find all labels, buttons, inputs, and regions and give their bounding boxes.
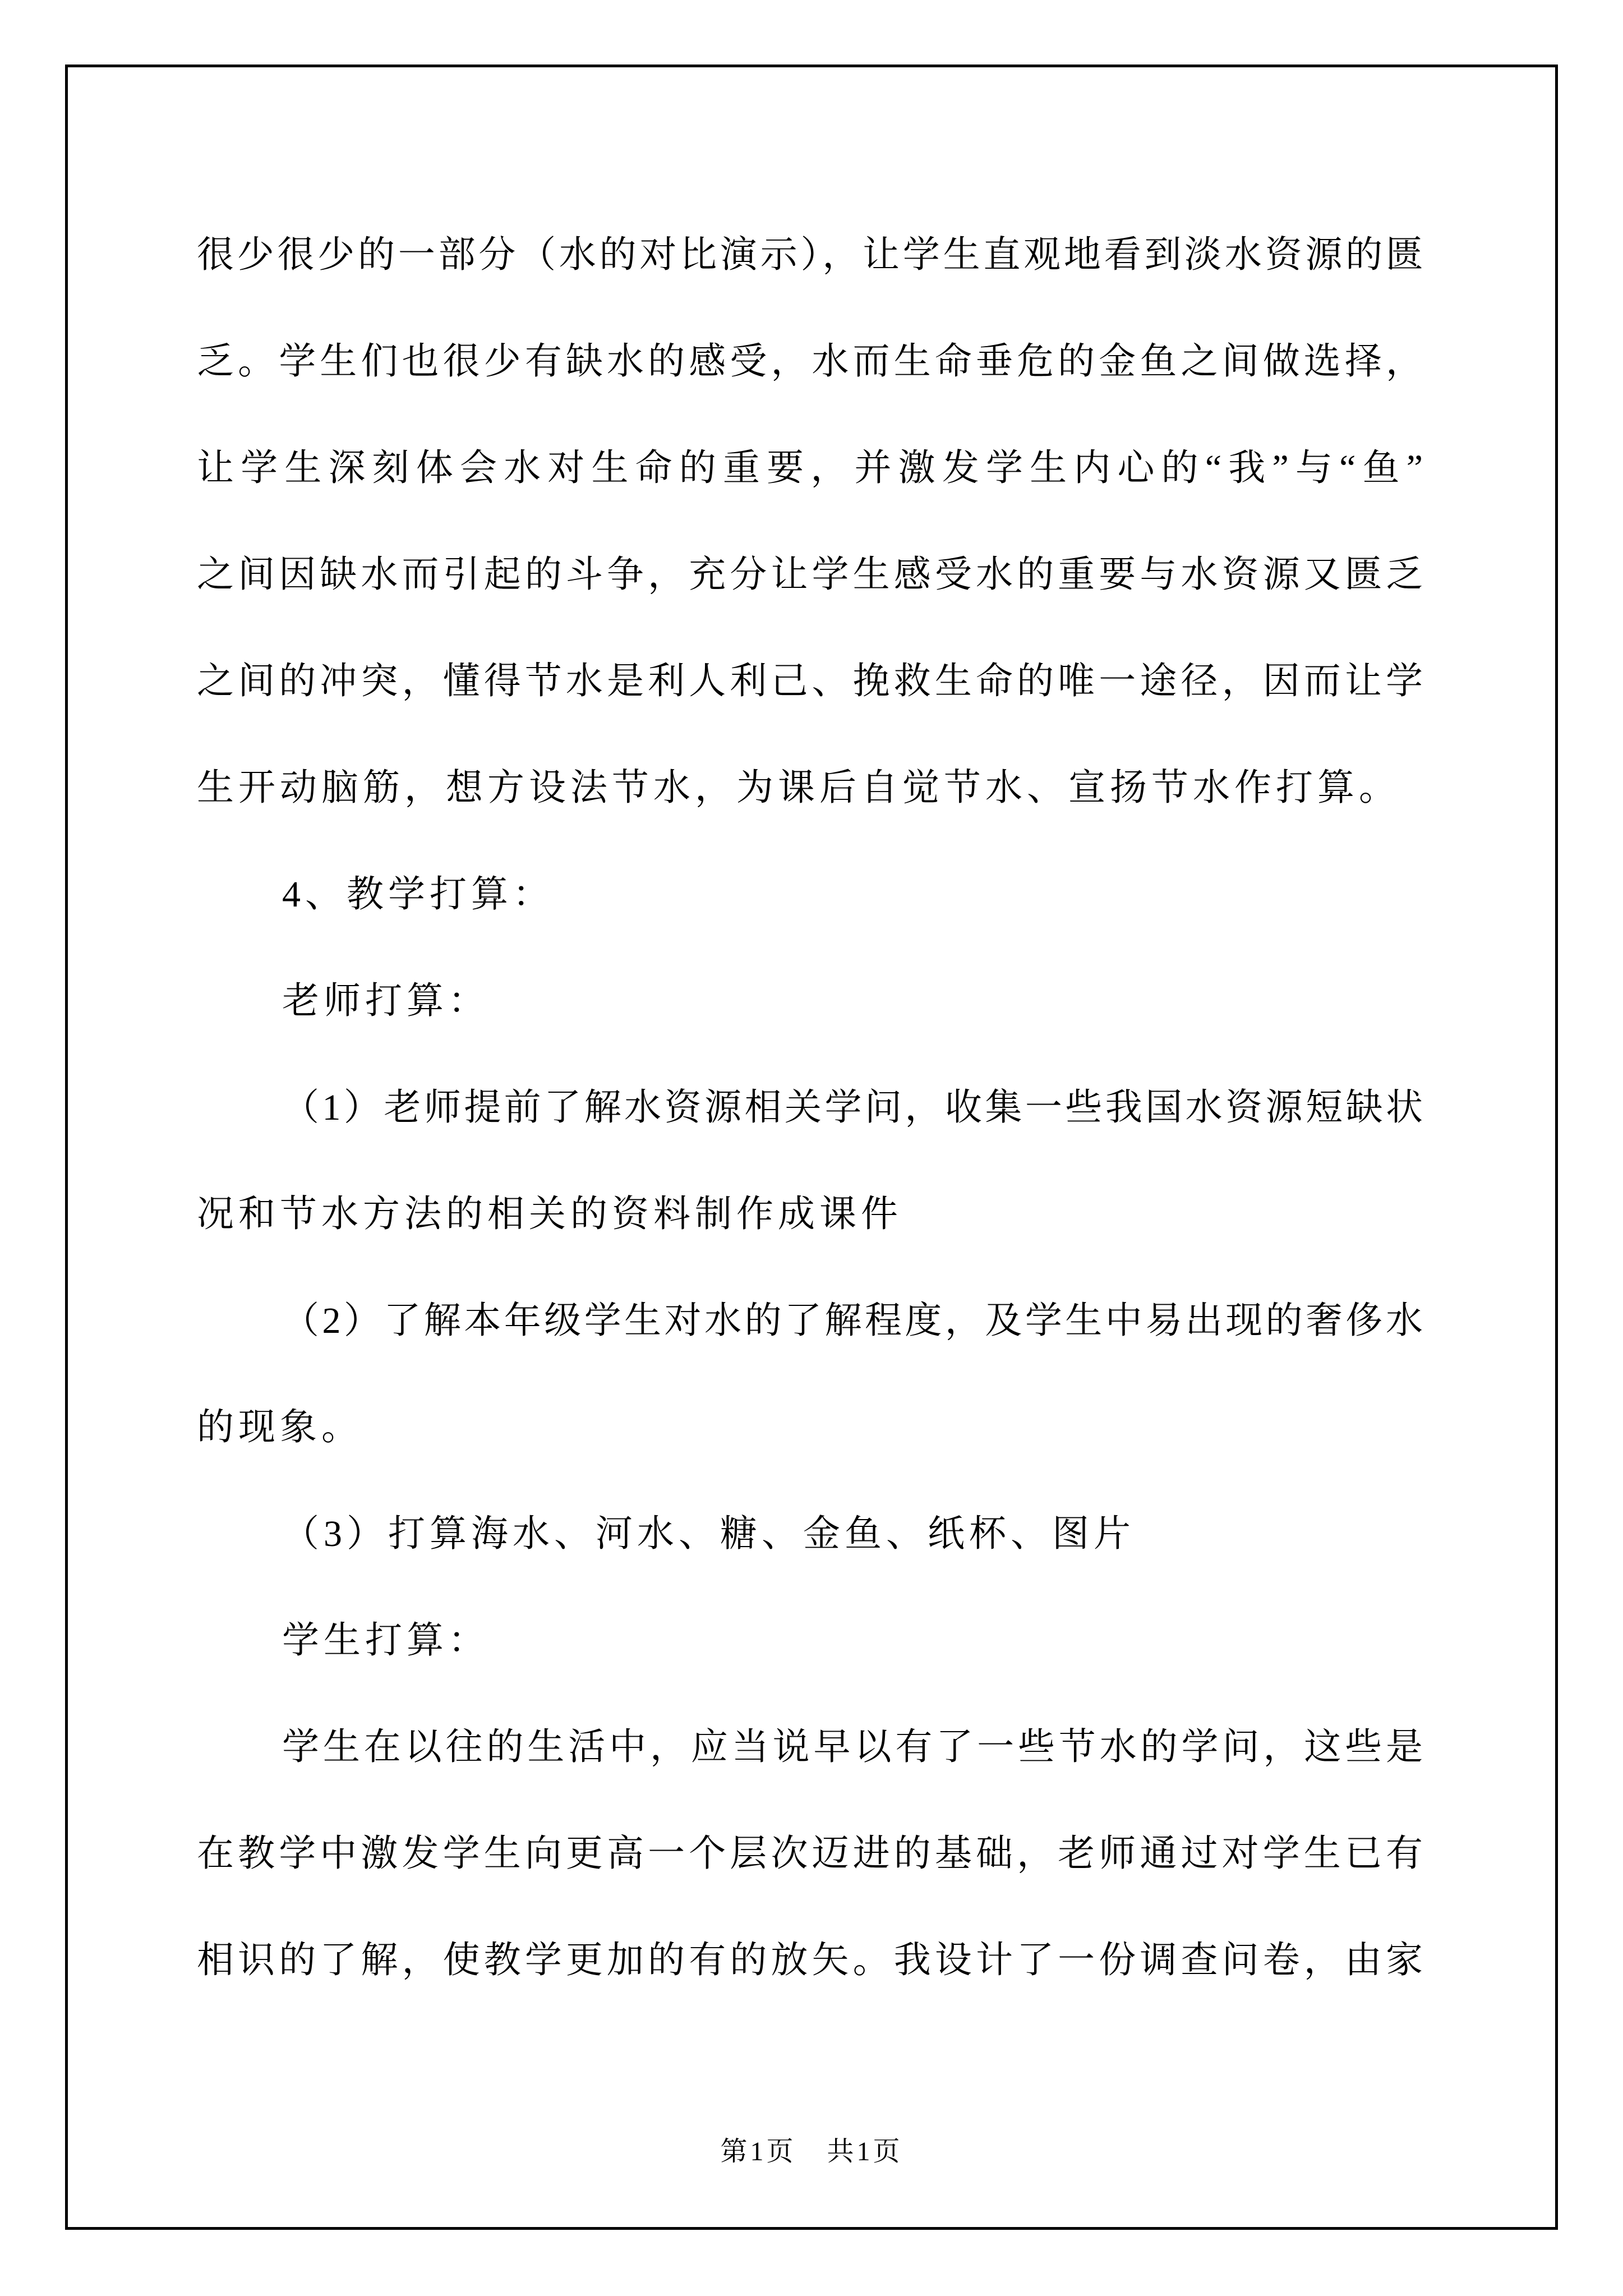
page-number-label: 第1页: [720, 2137, 796, 2166]
text-line: 乏。学生们也很少有缺水的感受，水而生命垂危的金鱼之间做选择，: [197, 341, 1425, 382]
text-line: 况和节水方法的相关的资料制作成课件: [197, 1194, 902, 1235]
text-line: 学生在以往的生活中，应当说早以有了一些节水的学问，这些是: [282, 1727, 1425, 1768]
page-footer: [0, 2135, 1623, 2169]
text-line: （3）打算海水、河水、糖、金鱼、纸杯、图片: [282, 1513, 1135, 1554]
text-line: 相识的了解，使教学更加的有的放矢。我设计了一份调查问卷，由家: [197, 1940, 1425, 1981]
text-line: 4、教学打算：: [282, 874, 554, 915]
text-line: （2）了解本年级学生对水的了解程度，及学生中易出现的奢侈水: [282, 1300, 1425, 1341]
text-line: 生开动脑筋，想方设法节水，为课后自觉节水、宣扬节水作打算。: [197, 767, 1400, 808]
page-total-label: 共1页: [827, 2137, 903, 2166]
text-line: 之间因缺水而引起的斗争，充分让学生感受水的重要与水资源又匮乏: [197, 554, 1425, 595]
text-line: 让学生深刻体会水对生命的重要，并激发学生内心的“我”与“鱼”: [197, 448, 1425, 489]
text-line: 在教学中激发学生向更高一个层次迈进的基础，老师通过对学生已有: [197, 1833, 1425, 1874]
text-line: 学生打算：: [282, 1620, 490, 1661]
text-line: 之间的冲突，懂得节水是利人利己、挽救生命的唯一途径，因而让学: [197, 661, 1425, 702]
text-line: （1）老师提前了解水资源相关学问，收集一些我国水资源短缺状: [282, 1087, 1425, 1128]
text-line: 很少很少的一部分（水的对比演示），让学生直观地看到淡水资源的匮: [197, 234, 1425, 275]
document-body: [197, 202, 1425, 2014]
text-line: 的现象。: [197, 1407, 363, 1448]
text-line: 老师打算：: [282, 981, 490, 1022]
